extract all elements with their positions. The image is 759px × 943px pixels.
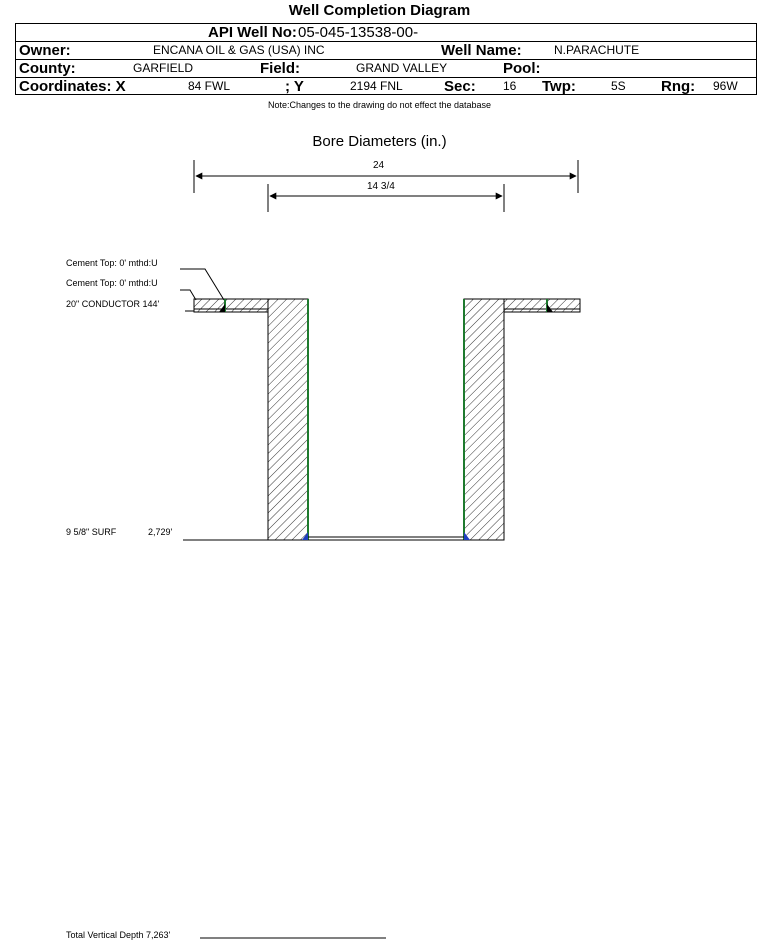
coord-x-value: 84 FWL xyxy=(188,79,231,93)
well-name-label: Well Name: xyxy=(441,42,522,59)
note-text: Note:Changes to the drawing do not effect the database xyxy=(268,100,491,110)
total-vertical-depth: Total Vertical Depth 7,263' xyxy=(66,930,171,940)
coord-x-label: Coordinates: X xyxy=(19,78,126,95)
well-name-value: N.PARACHUTE xyxy=(554,43,640,57)
twp-value: 5S xyxy=(611,79,626,93)
inner-diameter-label: 14 3/4 xyxy=(367,181,395,192)
cement-top-label-1: Cement Top: 0' mthd:U xyxy=(66,258,158,268)
pool-label: Pool: xyxy=(503,60,541,77)
twp-label: Twp: xyxy=(542,78,576,95)
api-value: 05-045-13538-00- xyxy=(298,24,419,41)
surface-casing-name: 9 5/8" SURF xyxy=(66,527,117,537)
bore-title: Bore Diameters (in.) xyxy=(312,133,447,150)
conductor-left xyxy=(194,299,268,312)
field-value: GRAND VALLEY xyxy=(356,61,448,75)
api-label: API Well No: xyxy=(208,24,297,41)
county-label: County: xyxy=(19,60,76,77)
outer-diameter-label: 24 xyxy=(373,160,385,171)
rng-label: Rng: xyxy=(661,78,696,95)
owner-label: Owner: xyxy=(19,42,71,59)
surface-casing-right xyxy=(464,299,504,540)
diagram-title: Well Completion Diagram xyxy=(288,2,471,19)
conductor-right xyxy=(504,299,580,312)
coord-y-label: ; Y xyxy=(285,78,304,95)
casing-bottom xyxy=(308,537,464,540)
county-value: GARFIELD xyxy=(133,61,194,75)
sec-value: 16 xyxy=(503,79,517,93)
surface-casing-left xyxy=(268,299,308,540)
rng-value: 96W xyxy=(713,79,738,93)
surface-casing-depth: 2,729' xyxy=(148,527,173,537)
sec-label: Sec: xyxy=(444,78,476,95)
cement-top-label-2: Cement Top: 0' mthd:U xyxy=(66,278,158,288)
coord-y-value: 2194 FNL xyxy=(350,79,403,93)
conductor-label: 20" CONDUCTOR 144' xyxy=(66,299,160,309)
owner-value: ENCANA OIL & GAS (USA) INC xyxy=(153,43,325,57)
field-label: Field: xyxy=(260,60,300,77)
